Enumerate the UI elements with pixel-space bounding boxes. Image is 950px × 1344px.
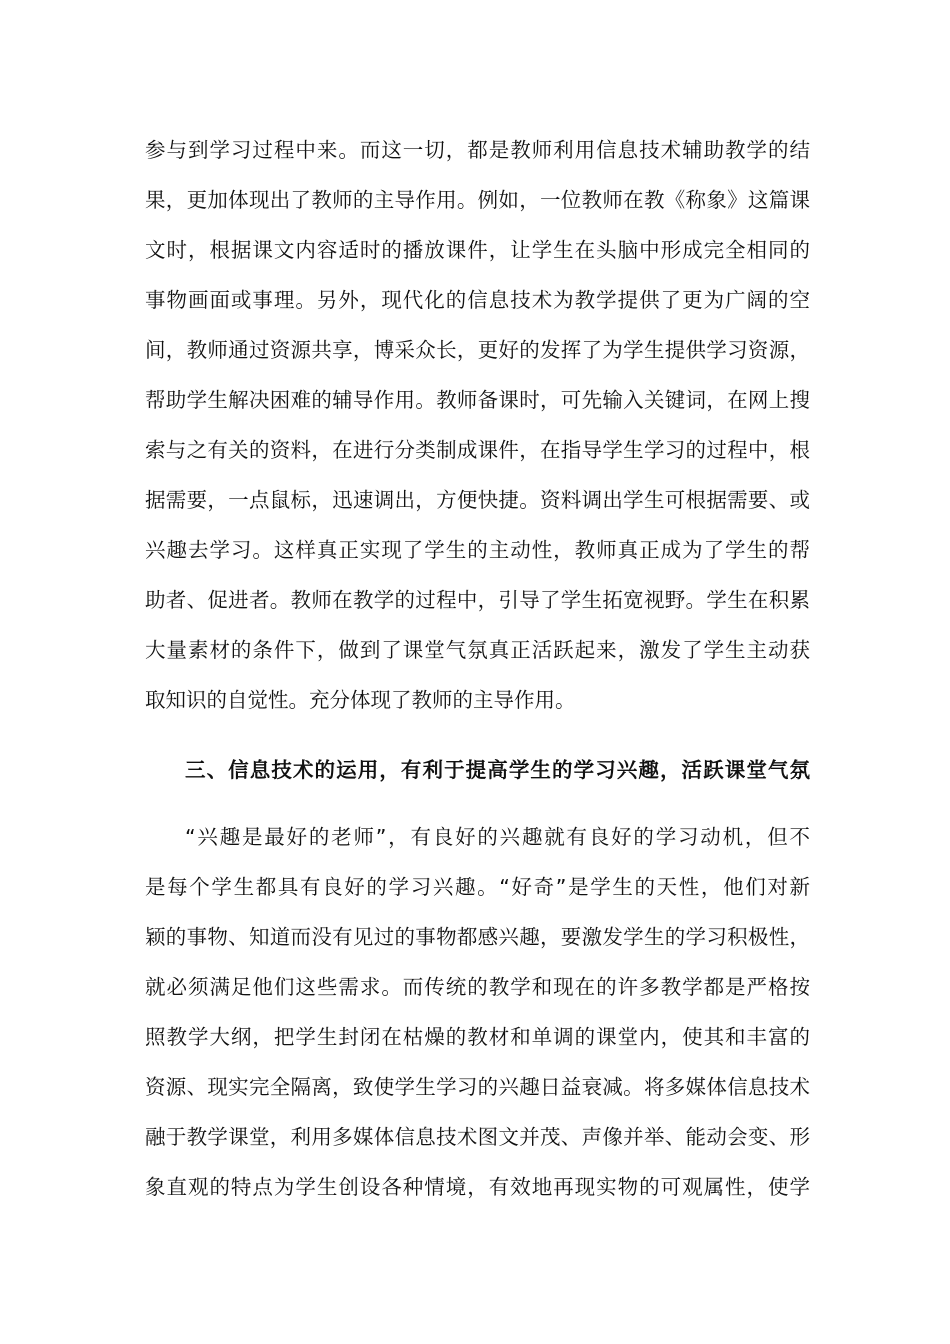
text-line: 就必须满足他们这些需求。而传统的教学和现在的许多教学都是严格按 (145, 975, 810, 999)
text-line: 索与之有关的资料，在进行分类制成课件，在指导学生学习的过程中，根 (145, 438, 810, 462)
text-line: 象直观的特点为学生创设各种情境，有效地再现实物的可观属性，使学 (145, 1175, 810, 1199)
text-line: 参与到学习过程中来。而这一切，都是教师利用信息技术辅助教学的结 (145, 138, 810, 162)
text-line: 果，更加体现出了教师的主导作用。例如，一位教师在教《称象》这篇课 (145, 188, 810, 212)
text-line: 据需要，一点鼠标，迅速调出，方便快捷。资料调出学生可根据需要、或 (145, 488, 810, 512)
text-line: 照教学大纲，把学生封闭在枯燥的教材和单调的课堂内，使其和丰富的 (145, 1025, 810, 1049)
text-line: 助者、促进者。教师在教学的过程中，引导了学生拓宽视野。学生在积累 (145, 588, 810, 612)
text-line: 资源、现实完全隔离，致使学生学习的兴趣日益衰减。将多媒体信息技术 (145, 1075, 810, 1099)
text-line: 是每个学生都具有良好的学习兴趣。“好奇”是学生的天性，他们对新 (145, 875, 810, 899)
text-line: “兴趣是最好的老师”，有良好的兴趣就有良好的学习动机，但不 (185, 825, 810, 849)
text-line: 颖的事物、知道而没有见过的事物都感兴趣，要激发学生的学习积极性， (145, 925, 810, 949)
text-line: 融于教学课堂，利用多媒体信息技术图文并茂、声像并举、能动会变、形 (145, 1125, 810, 1149)
text-line: 间，教师通过资源共享，博采众长，更好的发挥了为学生提供学习资源， (145, 338, 810, 362)
section-heading: 三、信息技术的运用，有利于提高学生的学习兴趣，活跃课堂气氛 (185, 758, 810, 782)
text-line: 大量素材的条件下，做到了课堂气氛真正活跃起来，激发了学生主动获 (145, 638, 810, 662)
text-line: 文时，根据课文内容适时的播放课件，让学生在头脑中形成完全相同的 (145, 238, 810, 262)
text-line: 取知识的自觉性。充分体现了教师的主导作用。 (145, 688, 576, 712)
text-line: 事物画面或事理。另外，现代化的信息技术为教学提供了更为广阔的空 (145, 288, 810, 312)
text-line: 帮助学生解决困难的辅导作用。教师备课时，可先输入关键词，在网上搜 (145, 388, 810, 412)
text-line: 兴趣去学习。这样真正实现了学生的主动性，教师真正成为了学生的帮 (145, 538, 810, 562)
